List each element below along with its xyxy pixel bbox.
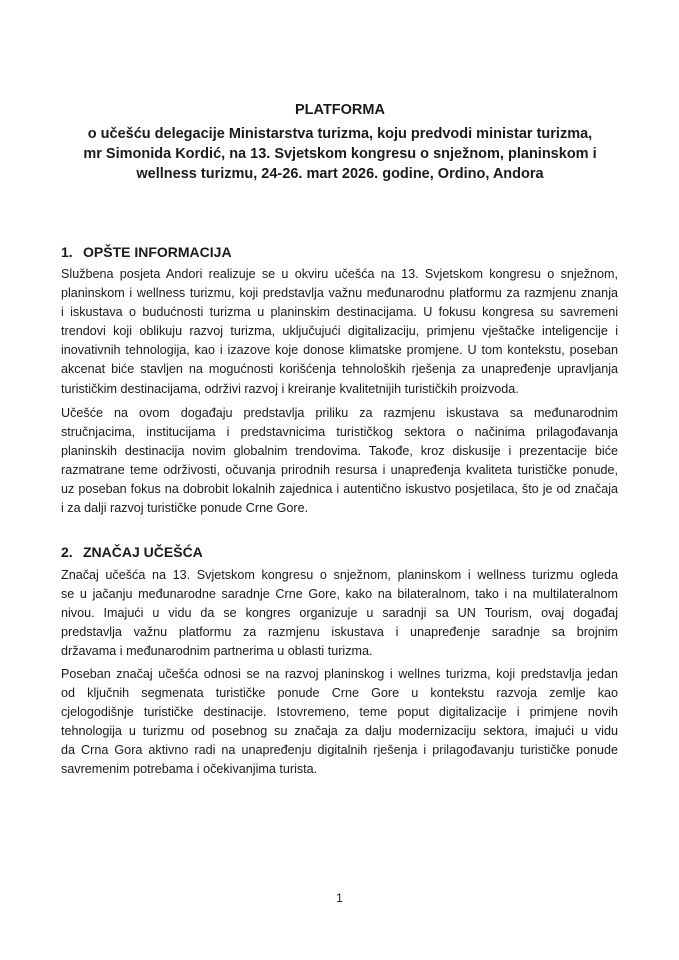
- paragraph-1-1: [61, 265, 618, 399]
- section-title: OPŠTE INFORMACIJA: [83, 244, 232, 260]
- text-line: i iskustava o budućnosti turizma u planinskim destinacijama. U fokusu kongresa su savremeni: [61, 305, 618, 320]
- text-line: od ključnih segmenata turističke ponude Crne Gore u kontekstu razvoja zemlje kao: [61, 686, 618, 701]
- section-heading-opste-informacija: [61, 243, 232, 261]
- text-line: razmatrane teme održivosti, očuvanja prirodnih resursa i unapređenja kvaliteta turističke ponude,: [61, 463, 618, 478]
- paragraph-2-1: [61, 566, 618, 661]
- title-block: [60, 100, 620, 184]
- document-subtitle-line-2: mr Simonida Kordić, na 13. Svjetskom kongresu o snježnom, planinskom i: [83, 146, 597, 162]
- text-line: tehnologija u turizmu od posebnog su značaja za dalju modernizaciju sektora, imajući u vidu: [61, 724, 618, 739]
- text-line: cjelogodišnje turističke destinacije. Istovremeno, teme poput digitalizacije i primjene novih: [61, 705, 618, 720]
- text-line: Učešće na ovom događaju predstavlja priliku za razmjenu iskustava sa međunarodnim: [61, 406, 618, 420]
- section-heading-znacaj-ucesca: [61, 543, 203, 561]
- paragraph-1-2: [61, 404, 618, 519]
- text-line: savremenim potrebama i očekivanjima turista.: [61, 762, 318, 777]
- text-line: Poseban značaj učešća odnosi se na razvoj planinskog i wellnes turizma, koji predstavlja jedan: [61, 667, 618, 681]
- page-number: 1: [336, 891, 343, 905]
- paragraph-2-2: [61, 665, 618, 780]
- section-number: 2.: [61, 544, 73, 560]
- section-number: 1.: [61, 244, 73, 260]
- section-title: ZNAČAJ UČEŠĆA: [83, 544, 203, 560]
- text-line: uz poseban fokus na dobrobit lokalnih zajednica i autentično iskustvo posjetilaca, što je od značaja: [61, 482, 618, 497]
- text-line: se u jačanju međunarodne saradnje Crne Gore, kako na bilateralnom, tako i na multilateralnom: [61, 587, 618, 602]
- text-line: Službena posjeta Andori realizuje se u okviru učešća na 13. Svjetskom kongresu o snježnom,: [61, 267, 618, 281]
- text-line: trendovi koji oblikuju razvoj turizma, uključujući digitalizaciju, primjenu vještačke inteligencije i: [61, 324, 618, 339]
- text-line: planinskom i wellness turizmu, koji predstavlja važnu međunarodnu platformu za razmjenu znanja: [61, 286, 618, 301]
- document-subtitle-line-3: wellness turizmu, 24-26. mart 2026. godine, Ordino, Andora: [136, 166, 544, 182]
- text-line: nivou. Imajući u vidu da se kongres organizuje u saradnji sa UN Tourism, ovaj događaj: [61, 606, 618, 621]
- text-line: turističkim destinacijama, održivi razvoj i kreiranje kvalitetnijih turističkih proizvoda.: [61, 381, 519, 396]
- text-line: inovativnih tehnologija, kao i izazove koje donose klimatske promjene. U tom kontekstu, poseban: [61, 343, 618, 358]
- text-line: državama i međunarodnim partnerima u oblasti turizma.: [61, 644, 373, 659]
- text-line: stručnjacima, institucijama i predstavnicima turističkog sektora o načinima prilagođavanja: [61, 425, 618, 440]
- document-subtitle-line-1: o učešću delegacije Ministarstva turizma, koju predvodi ministar turizma,: [87, 126, 593, 142]
- text-line: i za dalji razvoj turističke ponude Crne Gore.: [61, 501, 309, 516]
- text-line: predstavlja važnu platformu za razmjenu iskustava i unapređenje saradnje sa brojnim: [61, 625, 618, 640]
- text-line: akcenat biće stavljen na mogućnosti korišćenja tehnoloških rješenja za unapređenje upravljanja: [61, 362, 618, 377]
- text-line: Značaj učešća na 13. Svjetskom kongresu o snježnom, planinskom i wellness turizmu ogleda: [61, 568, 618, 582]
- text-line: planinskih destinacija novim globalnim trendovima. Takođe, kroz diskusije i prezentacije biće: [61, 444, 618, 459]
- document-title: PLATFORMA: [295, 102, 385, 118]
- text-line: da Crna Gora aktivno radi na unapređenju digitalnih rješenja i prilagođavanju turističke ponude: [61, 743, 618, 758]
